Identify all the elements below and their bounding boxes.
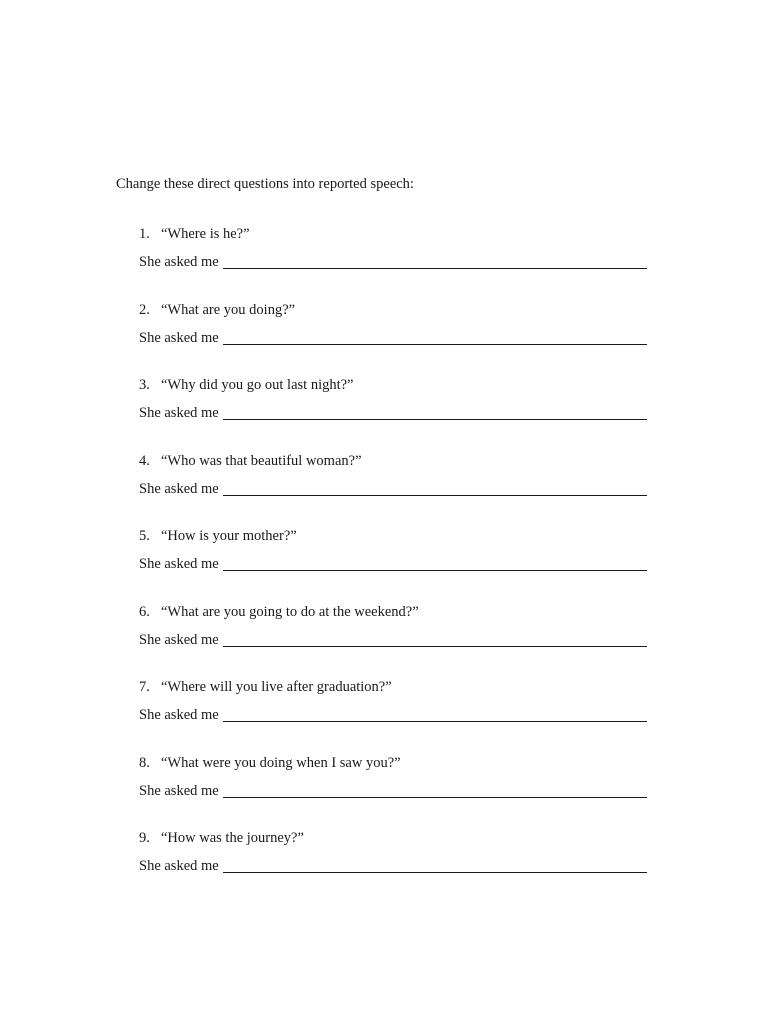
question-number: 5. xyxy=(139,528,150,544)
worksheet-instruction: Change these direct questions into reported speech: xyxy=(116,176,414,192)
answer-line xyxy=(139,251,647,271)
question-line xyxy=(139,226,250,243)
question-number: 1. xyxy=(139,226,150,242)
answer-prefix: She asked me xyxy=(139,254,219,270)
question-line xyxy=(139,755,401,772)
answer-prefix: She asked me xyxy=(139,858,219,874)
answer-blank[interactable] xyxy=(223,254,647,269)
answer-blank[interactable] xyxy=(223,858,647,873)
answer-line xyxy=(139,629,647,649)
answer-prefix: She asked me xyxy=(139,631,219,648)
question-line xyxy=(139,830,304,847)
answer-blank[interactable] xyxy=(223,556,647,571)
question-item xyxy=(139,679,649,755)
question-line xyxy=(139,604,419,621)
answer-blank[interactable] xyxy=(223,707,647,722)
question-number: 2. xyxy=(139,301,150,318)
question-line xyxy=(139,453,362,470)
question-number: 7. xyxy=(139,679,150,695)
answer-line xyxy=(139,780,647,800)
question-item xyxy=(139,528,649,604)
answer-blank[interactable] xyxy=(223,632,647,647)
question-text: “Why did you go out last night?” xyxy=(161,377,354,393)
question-text: “How was the journey?” xyxy=(161,830,304,846)
question-number: 8. xyxy=(139,754,150,771)
question-item xyxy=(139,377,649,453)
question-text: “What are you doing?” xyxy=(161,301,296,318)
answer-prefix: She asked me xyxy=(139,707,219,723)
answer-line xyxy=(139,402,647,422)
question-text: “What are you going to do at the weekend?” xyxy=(161,603,419,620)
answer-line xyxy=(139,704,647,724)
question-line xyxy=(139,679,392,696)
question-item xyxy=(139,604,649,680)
question-text: “What were you doing when I saw you?” xyxy=(161,754,401,771)
question-number: 3. xyxy=(139,377,150,393)
question-text: “Who was that beautiful woman?” xyxy=(161,452,362,469)
answer-blank[interactable] xyxy=(223,481,647,496)
question-item xyxy=(139,226,649,302)
question-list xyxy=(139,226,649,906)
answer-prefix: She asked me xyxy=(139,480,219,497)
question-line xyxy=(139,302,295,319)
question-number: 6. xyxy=(139,603,150,620)
answer-prefix: She asked me xyxy=(139,556,219,572)
answer-line xyxy=(139,553,647,573)
answer-line xyxy=(139,855,647,875)
answer-prefix: She asked me xyxy=(139,405,219,421)
answer-prefix: She asked me xyxy=(139,782,219,799)
question-text: “Where is he?” xyxy=(161,226,250,242)
question-item xyxy=(139,302,649,378)
question-number: 9. xyxy=(139,830,150,846)
question-item xyxy=(139,453,649,529)
question-item xyxy=(139,830,649,906)
question-line xyxy=(139,377,354,394)
question-item xyxy=(139,755,649,831)
answer-blank[interactable] xyxy=(223,405,647,420)
answer-blank[interactable] xyxy=(223,330,647,345)
answer-prefix: She asked me xyxy=(139,329,219,346)
question-line xyxy=(139,528,297,545)
question-number: 4. xyxy=(139,452,150,469)
answer-line xyxy=(139,478,647,498)
question-text: “How is your mother?” xyxy=(161,528,297,544)
answer-blank[interactable] xyxy=(223,783,647,798)
answer-line xyxy=(139,327,647,347)
question-text: “Where will you live after graduation?” xyxy=(161,679,392,695)
